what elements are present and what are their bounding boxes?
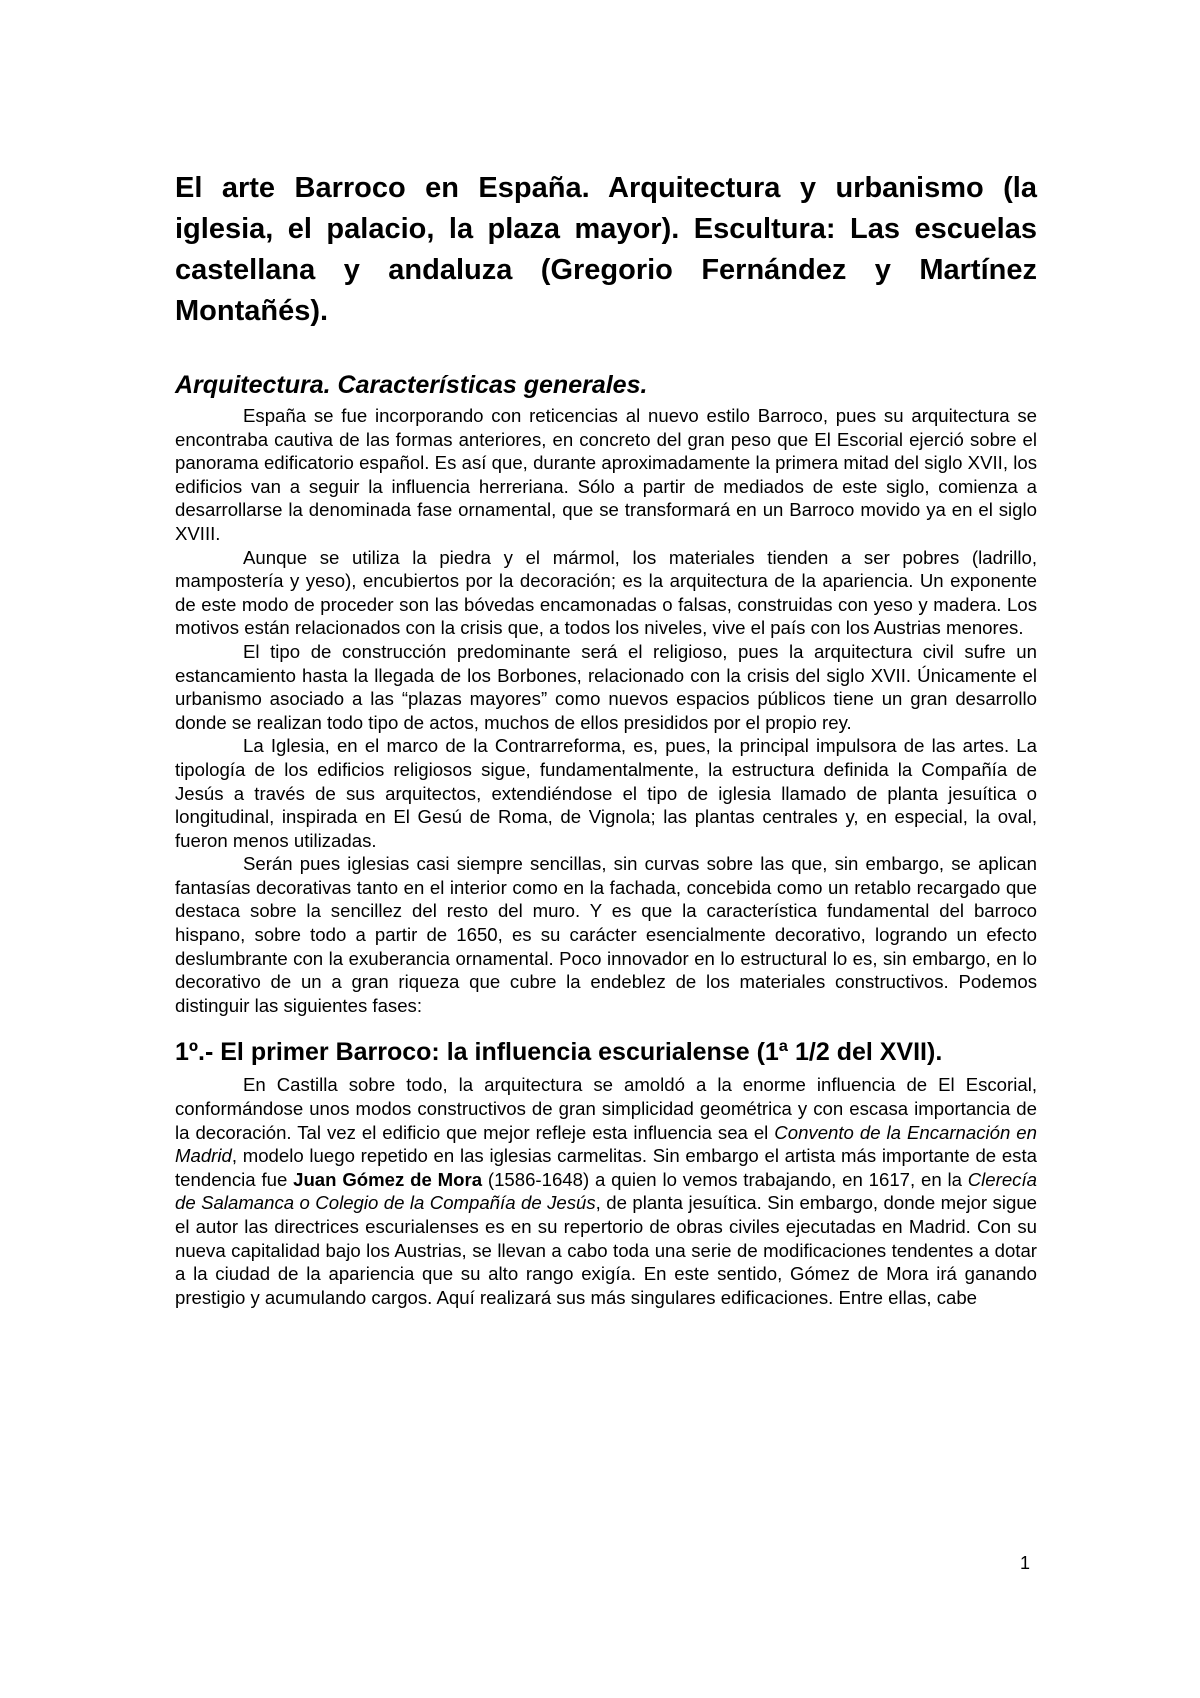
- paragraph: El tipo de construcción predominante será el religioso, pues la arquitectura civil sufre un estancamiento hasta la llegada de los Borbones, relacionado con la crisis del siglo XVII. Únicamente el urbanismo asociado a las “plazas mayores” como nuevos espacios públicos tiene un gran desarrollo donde se realizan todo tipo de actos, muchos de ellos presididos por el propio rey.: [175, 640, 1037, 733]
- page-content: [175, 168, 1037, 1309]
- page-number: 1: [1020, 1553, 1031, 1573]
- paragraph: La Iglesia, en el marco de la Contrarreforma, es, pues, la principal impulsora de las artes. La tipología de los edificios religiosos sigue, fundamentalmente, la estructura definida la Compañía de Jesús a través de sus arquitectos, extendiéndose el tipo de iglesia llamado de planta jesuítica o longitudinal, inspirada en El Gesú de Roma, de Vignola; las plantas centrales y, en especial, la oval, fueron menos utilizadas.: [175, 735, 1037, 851]
- text-run: , de planta jesuítica. Sin embargo, donde mejor sigue el autor las directrices escurialenses es en su repertorio de obras civiles ejecutadas en Madrid. Con su nueva capitalidad bajo los Austrias, se llevan a cabo toda una serie de modificaciones tendentes a dotar a la ciudad de la apariencia que su alto rango exigía. En este sentido, Gómez de Mora irá ganando prestigio y acumulando cargos. Aquí realizará sus más singulares edificaciones. Entre ellas, cabe: [175, 1192, 1037, 1308]
- paragraph: España se fue incorporando con reticencias al nuevo estilo Barroco, pues su arquitectura se encontraba cautiva de las formas anteriores, en concreto del gran peso que El Escorial ejerció sobre el panorama edificatorio español. Es así que, durante aproximadamente la primera mitad del siglo XVII, los edificios van a seguir la influencia herreriana. Sólo a partir de mediados de este siglo, comienza a desarrollarse la denominada fase ornamental, que se transformará en un Barroco movido ya en el siglo XVIII.: [175, 405, 1037, 544]
- text-run: (1586-1648) a quien lo vemos trabajando, en 1617, en la: [482, 1168, 968, 1190]
- bold-name: Juan Gómez de Mora: [293, 1168, 483, 1190]
- paragraph-final: [175, 1073, 1037, 1309]
- paragraph: Aunque se utiliza la piedra y el mármol, los materiales tienden a ser pobres (ladrillo, mampostería y yeso), encubiertos por la decoración; es la arquitectura de la apariencia. Un exponente de este modo de proceder son las bóvedas encamonadas o falsas, construidas con yeso y madera. Los motivos están relacionados con la crisis que, a todos los niveles, vive el país con los Austrias menores.: [175, 546, 1037, 639]
- text-run: En Castilla sobre todo, la arquitectura se amoldó a la enorme influencia de El Escorial, conformándose unos modos constructivos de gran simplicidad geométrica y con escasa importancia de la decoración. Tal vez el edificio que mejor refleje esta influencia sea el: [175, 1074, 1037, 1143]
- italic-title: Convento de la Encarnación en Madrid: [175, 1121, 1037, 1167]
- document-title: El arte Barroco en España. Arquitectura y urbanismo (la iglesia, el palacio, la plaza mayor). Escultura: Las escuelas castellana y andaluza (Gregorio Fernández y Martínez Montañés).: [175, 172, 1037, 327]
- italic-title: Clerecía de Salamanca o Colegio de la Compañía de Jesús: [175, 1168, 1037, 1214]
- text-run: , modelo luego repetido en las iglesias carmelitas. Sin embargo el artista más importante de esta tendencia fue: [175, 1145, 1037, 1190]
- subsection-heading: 1º.- El primer Barroco: la influencia escurialense (1ª 1/2 del XVII).: [175, 1038, 943, 1067]
- paragraph: Serán pues iglesias casi siempre sencillas, sin curvas sobre las que, sin embargo, se aplican fantasías decorativas tanto en el interior como en la fachada, concebida como un retablo recargado que destaca sobre la sencillez del resto del muro. Y es que la característica fundamental del barroco hispano, sobre todo a partir de 1650, es su carácter esencialmente decorativo, logrando un efecto deslumbrante con la exuberancia ornamental. Poco innovador en lo estructural lo es, sin embargo, en lo decorativo de un a gran riqueza que cubre la endeblez de los materiales constructivos. Podemos distinguir las siguientes fases:: [175, 853, 1037, 1016]
- section-heading: Arquitectura. Características generales.: [175, 371, 648, 399]
